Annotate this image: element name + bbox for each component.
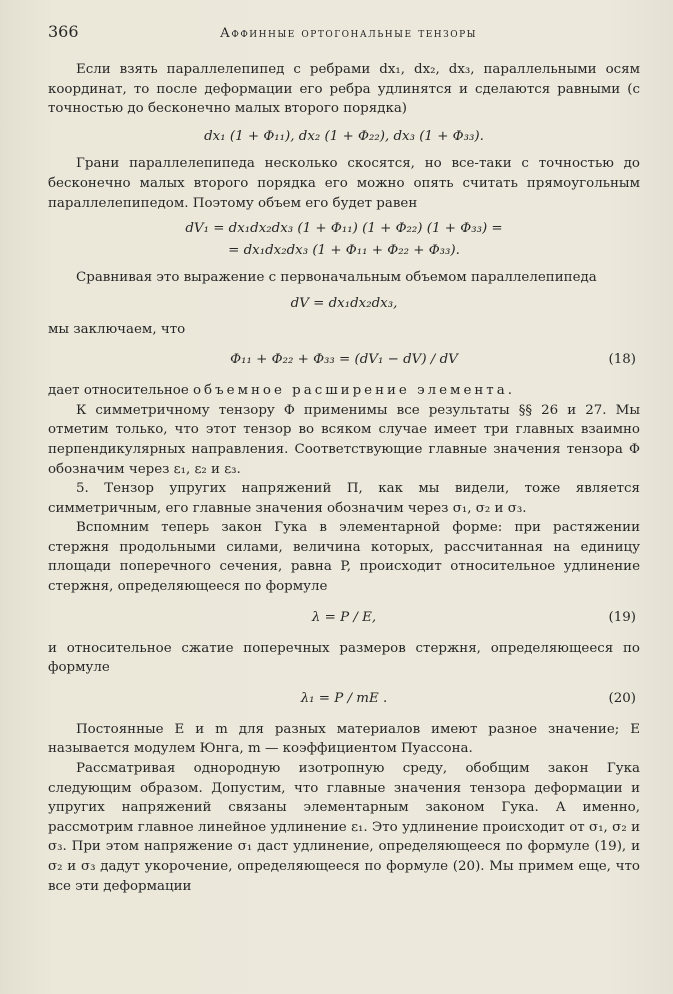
- paragraph: К симметричному тензору Φ применимы все результаты §§ 26 и 27. Мы отметим только, что этот тензор во всяком случае имеет три главных взаимно перпендикулярных направления. Соответствующие главные значения тензора Φ обозначим через ε₁, ε₂ и ε₃.: [48, 402, 640, 477]
- equation-text: λ = P / E,: [311, 609, 377, 625]
- equation: dV₁ = dx₁dx₂dx₃ (1 + Φ₁₁) (1 + Φ₂₂) (1 + Φ₃₃) =: [185, 221, 503, 237]
- page-number: 366: [48, 22, 79, 41]
- equation: dV = dx₁dx₂dx₃,: [290, 295, 398, 311]
- paragraph: [48, 381, 640, 401]
- equation-text: Φ₁₁ + Φ₂₂ + Φ₃₃ = (dV₁ − dV) / dV: [230, 352, 458, 368]
- paragraph: 5. Тензор упругих напряжений Π, как мы видели, тоже является симметричным, его главные значения обозначим через σ₁, σ₂ и σ₃.: [48, 481, 640, 516]
- spaced-emphasis: объемное расширение элемента.: [193, 383, 515, 399]
- body-text: [48, 60, 640, 896]
- paragraph: Постоянные E и m для разных материалов имеют разное значение; E называется модулем Юнга, m — коэффициентом Пуассона.: [48, 721, 640, 757]
- paragraph: и относительное сжатие поперечных размеров стержня, определяющееся по формуле: [48, 640, 640, 676]
- equation: dx₁ (1 + Φ₁₁), dx₂ (1 + Φ₂₂), dx₃ (1 + Φ₃₃).: [204, 128, 484, 144]
- equation-19: [48, 599, 640, 637]
- equation-number: (18): [608, 352, 636, 368]
- equation-number: (20): [608, 690, 636, 706]
- equation: = dx₁dx₂dx₃ (1 + Φ₁₁ + Φ₂₂ + Φ₃₃).: [228, 242, 460, 258]
- equation-20: [48, 680, 640, 718]
- paragraph: Рассматривая однородную изотропную среду, обобщим закон Гука следующим образом. Допустим, что главные значения тензора деформации и упругих напряжений связаны элементарным законом Гука. А именно, рассмотрим главное линейное удлинение ε₁. Это удлинение происходит от σ₁, σ₂ и σ₃. При этом напряжение σ₁ даст удлинение, определяющееся по формуле (19), и σ₂ и σ₃ дадут укорочение, определяющееся по формуле (20). Мы примем еще, что все эти деформации: [48, 761, 640, 894]
- equation-18: [48, 341, 640, 379]
- paragraph: Если взять параллелепипед с ребрами dx₁, dx₂, dx₃, параллельными осям координат, то после деформации его ребра удлинятся и сделаются равными (с точностью до бесконечно малых второго порядка): [48, 62, 640, 117]
- running-title: Аффинные ортогональные тензоры: [220, 26, 478, 41]
- paragraph: Сравнивая это выражение с первоначальным объемом параллелепипеда: [76, 270, 597, 286]
- equation-number: (19): [608, 609, 636, 625]
- paragraph: мы заключаем, что: [48, 321, 186, 337]
- equation-text: λ₁ = P / mE .: [300, 690, 388, 706]
- paragraph: Грани параллелепипеда несколько скосятся, но все-таки с точностью до бесконечно малых второго порядка его можно опять считать прямоугольным параллелепипедом. Поэтому объем его будет равен: [48, 156, 640, 211]
- paragraph-lead: дает относительное: [48, 383, 193, 399]
- page-header: [48, 22, 648, 44]
- paragraph: Вспомним теперь закон Гука в элементарной форме: при растяжении стержня продольными силами, величина которых, рассчитанная на единицу площади поперечного сечения, равна P, происходит относительное удлинение стержня, определяющееся по формуле: [48, 520, 640, 595]
